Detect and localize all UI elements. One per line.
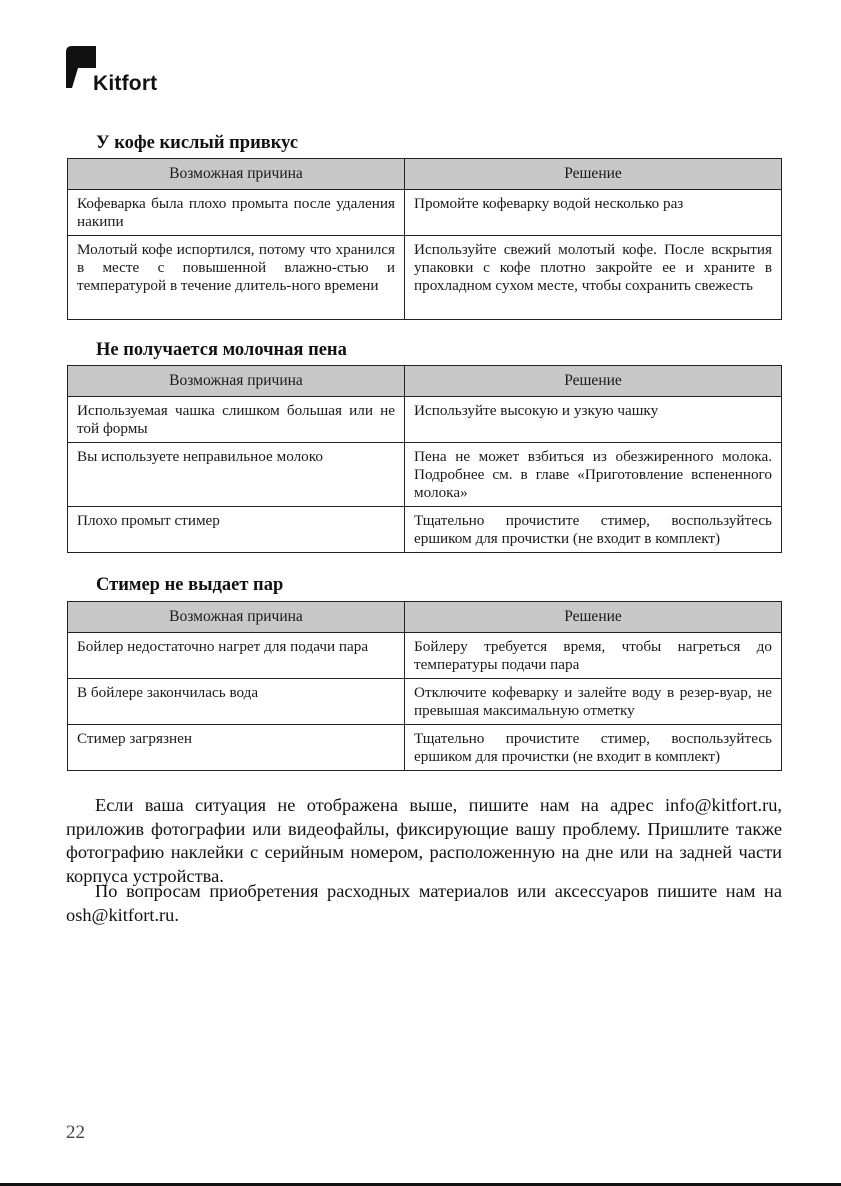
section-title-no-steam: Стимер не выдает пар [96, 575, 284, 595]
table-header-row [68, 602, 782, 633]
table-row [68, 679, 782, 725]
column-header-solution: Решение [405, 159, 782, 190]
solution-cell: Отключите кофеварку и залейте воду в резер-вуар, не превышая максимальную отметку [405, 679, 782, 725]
cause-cell: Кофеварка была плохо промыта после удаления накипи [68, 190, 405, 236]
column-header-solution: Решение [405, 366, 782, 397]
page-number: 22 [66, 1122, 85, 1143]
table-row [68, 633, 782, 679]
cause-cell: Стимер загрязнен [68, 725, 405, 771]
column-header-cause: Возможная причина [68, 602, 405, 633]
solution-cell: Промойте кофеварку водой несколько раз [405, 190, 782, 236]
solution-cell: Используйте свежий молотый кофе. После вскрытия упаковки с кофе плотно закройте ее и храните в прохладном сухом месте, чтобы сохранить свежесть [405, 236, 782, 320]
column-header-solution: Решение [405, 602, 782, 633]
troubleshooting-table-milk-foam [67, 365, 782, 553]
logo-text: Kitfort [93, 72, 158, 95]
table-header-row [68, 159, 782, 190]
cause-cell: Плохо промыт стимер [68, 507, 405, 553]
troubleshooting-table-no-steam [67, 601, 782, 771]
solution-cell: Тщательно прочистите стимер, воспользуйтесь ершиком для прочистки (не входит в комплект) [405, 725, 782, 771]
table-row [68, 725, 782, 771]
table-header-row [68, 366, 782, 397]
cause-cell: Вы используете неправильное молоко [68, 443, 405, 507]
solution-cell: Тщательно прочистите стимер, воспользуйтесь ершиком для прочистки (не входит в комплект) [405, 507, 782, 553]
table-row [68, 190, 782, 236]
troubleshooting-table-sour-taste [67, 158, 782, 320]
column-header-cause: Возможная причина [68, 366, 405, 397]
solution-cell: Бойлеру требуется время, чтобы нагреться до температуры подачи пара [405, 633, 782, 679]
table-row [68, 397, 782, 443]
solution-cell: Используйте высокую и узкую чашку [405, 397, 782, 443]
solution-cell: Пена не может взбиться из обезжиренного молока. Подробнее см. в главе «Приготовление вспененного молока» [405, 443, 782, 507]
table-row [68, 443, 782, 507]
table-row [68, 236, 782, 320]
section-title-no-milk-foam: Не получается молочная пена [96, 340, 347, 360]
accessories-paragraph: По вопросам приобретения расходных материалов или аксессуаров пишите нам на osh@kitfort.ru. [66, 881, 782, 925]
kitfort-logo [66, 46, 176, 96]
table-row [68, 507, 782, 553]
cause-cell: Молотый кофе испортился, потому что хранился в месте с повышенной влажно-стью и температурой в течение длитель-ного времени [68, 236, 405, 320]
cause-cell: Используемая чашка слишком большая или не той формы [68, 397, 405, 443]
contact-paragraph: Если ваша ситуация не отображена выше, пишите нам на адрес info@kitfort.ru, приложив фотографии или видеофайлы, фиксирующие вашу проблему. Пришлите также фотографию наклейки с серийным номером, расположенную на дне или на задней части корпуса устройства. [66, 795, 782, 886]
cause-cell: Бойлер недостаточно нагрет для подачи пара [68, 633, 405, 679]
column-header-cause: Возможная причина [68, 159, 405, 190]
cause-cell: В бойлере закончилась вода [68, 679, 405, 725]
section-title-sour-taste: У кофе кислый привкус [96, 133, 299, 153]
